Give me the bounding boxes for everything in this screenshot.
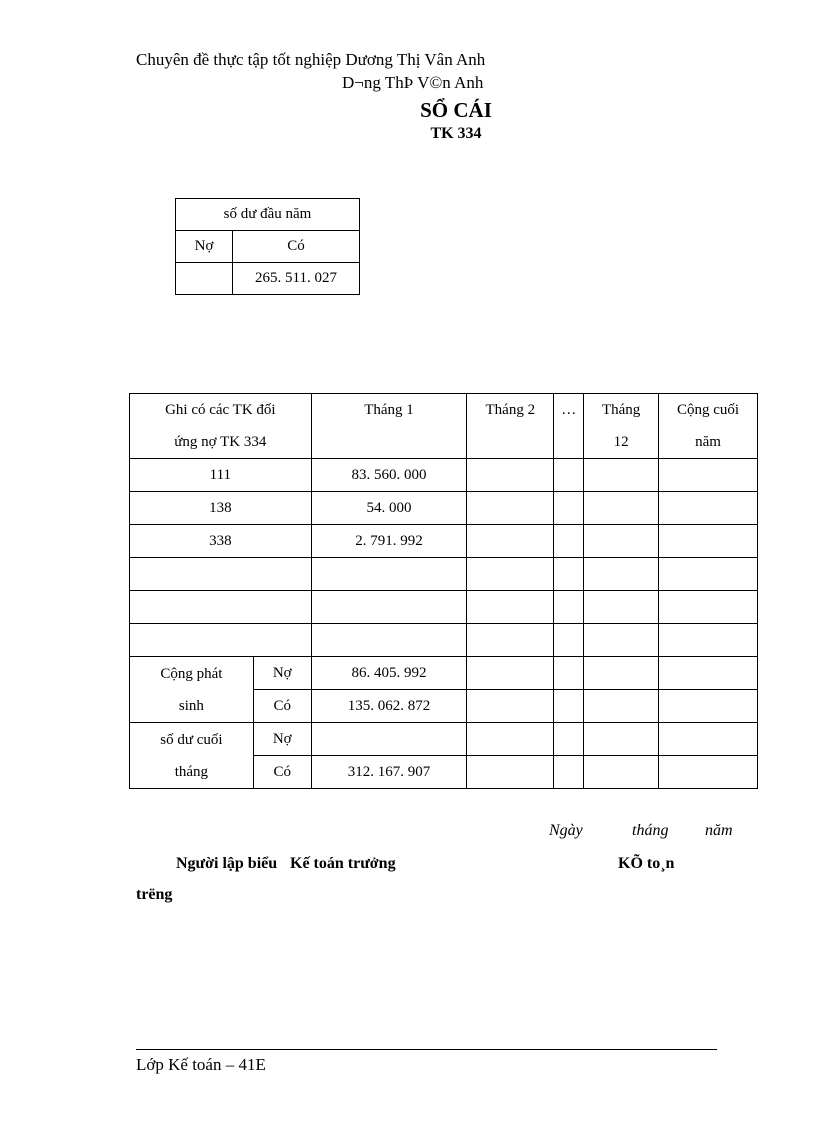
- account-cell: 338: [130, 525, 312, 558]
- month12-cell: [584, 591, 659, 624]
- month12-header: [584, 394, 659, 459]
- month12-header-line2: 12: [613, 434, 629, 450]
- page-title: SỔ CÁI: [420, 98, 492, 122]
- month12-cell: [584, 525, 659, 558]
- ellipsis-cell: [554, 723, 584, 756]
- month1-cell: [311, 624, 467, 657]
- opening-debit-value: [176, 263, 233, 295]
- month2-cell: [467, 459, 554, 492]
- arising-credit-month1: 135. 062. 872: [311, 690, 467, 723]
- month1-header: Tháng 1: [311, 394, 467, 459]
- month2-cell: [467, 756, 554, 789]
- table-row: [130, 525, 758, 558]
- ellipsis-cell: [554, 558, 584, 591]
- month1-cell: 2. 791. 992: [311, 525, 467, 558]
- arising-debit-month1: 86. 405. 992: [311, 657, 467, 690]
- arising-label-line2: sinh: [178, 697, 204, 714]
- signature-third-line1: KÕ to¸n: [618, 855, 675, 872]
- year-total-cell: [659, 492, 758, 525]
- month2-cell: [467, 723, 554, 756]
- date-month-label: tháng: [632, 822, 669, 839]
- opening-balance-table: [175, 198, 360, 295]
- month2-cell: [467, 657, 554, 690]
- year-total-cell: [659, 657, 758, 690]
- arising-label-line1: Cộng phát: [160, 665, 223, 682]
- ellipsis-cell: [554, 591, 584, 624]
- arising-debit-row: [130, 657, 758, 690]
- account-header-line2: ứng nợ TK 334: [174, 434, 267, 450]
- arising-label: [130, 657, 254, 723]
- ellipsis-cell: [554, 690, 584, 723]
- footer-divider: [136, 1049, 717, 1050]
- table-row: [130, 591, 758, 624]
- year-total-header-line2: năm: [695, 434, 721, 450]
- date-day-label: Ngày: [549, 822, 583, 839]
- month12-cell: [584, 690, 659, 723]
- year-total-cell: [659, 558, 758, 591]
- closing-debit-month1: [311, 723, 467, 756]
- footer-class-label: Lớp Kế toán – 41E: [136, 1055, 266, 1074]
- month2-cell: [467, 690, 554, 723]
- month1-cell: 83. 560. 000: [311, 459, 467, 492]
- opening-credit-label: Có: [233, 231, 360, 263]
- month12-cell: [584, 723, 659, 756]
- ledger-header-row: [130, 394, 758, 459]
- month1-cell: [311, 558, 467, 591]
- month2-cell: [467, 525, 554, 558]
- opening-debit-label: Nợ: [176, 231, 233, 263]
- month2-header: Tháng 2: [467, 394, 554, 459]
- closing-debit-label: Nợ: [253, 723, 311, 756]
- closing-label-line2: tháng: [174, 763, 209, 780]
- ellipsis-cell: [554, 657, 584, 690]
- month12-cell: [584, 657, 659, 690]
- account-cell: [130, 624, 312, 657]
- month12-cell: [584, 459, 659, 492]
- opening-credit-value: 265. 511. 027: [233, 263, 360, 295]
- table-row: [130, 558, 758, 591]
- account-cell: [130, 591, 312, 624]
- ellipsis-cell: [554, 756, 584, 789]
- table-row: [130, 492, 758, 525]
- year-total-cell: [659, 525, 758, 558]
- month2-cell: [467, 591, 554, 624]
- opening-balance-heading: số dư đầu năm: [176, 199, 360, 231]
- closing-debit-row: [130, 723, 758, 756]
- signature-third-line2: trëng: [136, 886, 173, 903]
- ellipsis-header: …: [554, 394, 584, 459]
- arising-debit-label: Nợ: [253, 657, 311, 690]
- account-header-line1: Ghi có các TK đối: [165, 402, 276, 418]
- year-total-cell: [659, 690, 758, 723]
- ellipsis-cell: [554, 492, 584, 525]
- ellipsis-cell: [554, 624, 584, 657]
- page-subtitle: TK 334: [430, 125, 482, 142]
- month12-cell: [584, 492, 659, 525]
- year-total-cell: [659, 756, 758, 789]
- ellipsis-cell: [554, 525, 584, 558]
- ledger-table: [129, 393, 758, 789]
- account-cell: 138: [130, 492, 312, 525]
- ellipsis-cell: [554, 459, 584, 492]
- month12-cell: [584, 558, 659, 591]
- month2-cell: [467, 624, 554, 657]
- header-author-line: Chuyên đề thực tập tốt nghiệp Dương Thị Vân Anh: [136, 50, 486, 69]
- account-cell: [130, 558, 312, 591]
- month1-cell: 54. 000: [311, 492, 467, 525]
- header-author-line-garbled: D¬ng ThÞ V©n Anh: [342, 73, 484, 92]
- arising-credit-label: Có: [253, 690, 311, 723]
- signature-chief-accountant: Kế toán trưởng: [290, 855, 396, 872]
- year-total-cell: [659, 723, 758, 756]
- table-row: [130, 624, 758, 657]
- closing-label-line1: số dư cuối: [160, 731, 223, 748]
- month2-cell: [467, 558, 554, 591]
- closing-credit-label: Có: [253, 756, 311, 789]
- year-total-cell: [659, 624, 758, 657]
- year-total-header-line1: Cộng cuối: [677, 402, 740, 418]
- month1-cell: [311, 591, 467, 624]
- month12-cell: [584, 624, 659, 657]
- month12-header-line1: Tháng: [601, 402, 641, 418]
- month2-cell: [467, 492, 554, 525]
- closing-credit-month1: 312. 167. 907: [311, 756, 467, 789]
- year-total-cell: [659, 459, 758, 492]
- signature-preparer: Người lập biểu: [176, 855, 278, 872]
- account-header: [130, 394, 312, 459]
- year-total-header: [659, 394, 758, 459]
- month12-cell: [584, 756, 659, 789]
- table-row: [130, 459, 758, 492]
- closing-label: [130, 723, 254, 789]
- year-total-cell: [659, 591, 758, 624]
- date-year-label: năm: [705, 822, 733, 839]
- account-cell: 111: [130, 459, 312, 492]
